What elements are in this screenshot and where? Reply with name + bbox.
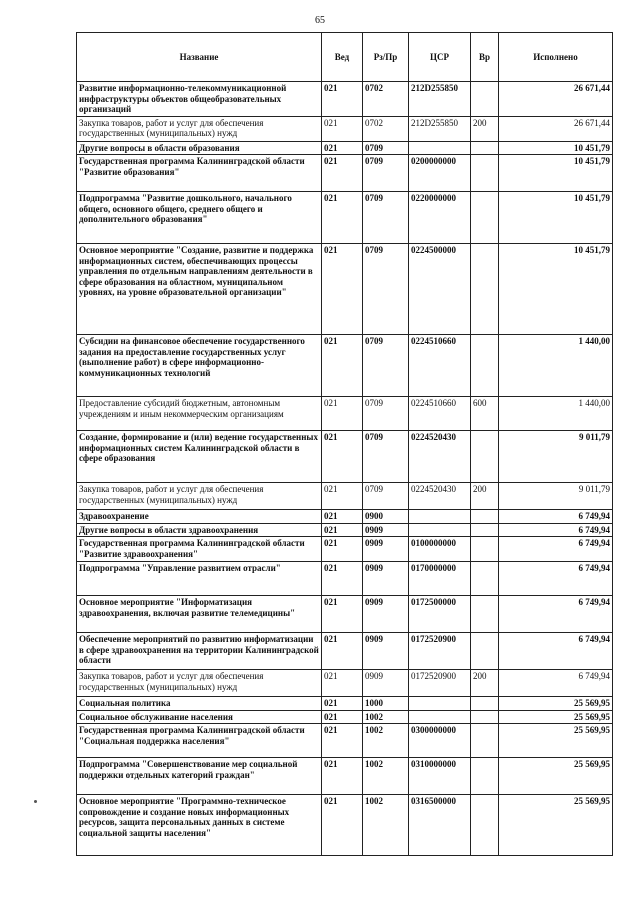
- cell-name: Основное мероприятие "Программно-техническое сопровождение и создание новых информационных ресурсов, защита персональных данных в системе социальной защиты населения": [77, 795, 322, 856]
- cell-rzpr: 1002: [363, 795, 409, 856]
- cell-name: Социальная политика: [77, 697, 322, 711]
- cell-sum: 10 451,79: [499, 155, 613, 192]
- cell-csr: [409, 710, 471, 724]
- cell-csr: 212D255850: [409, 82, 471, 117]
- cell-rzpr: 0909: [363, 562, 409, 596]
- cell-rzpr: 0909: [363, 537, 409, 562]
- cell-csr: 0310000000: [409, 758, 471, 795]
- cell-csr: 0224510660: [409, 335, 471, 397]
- cell-rzpr: 0709: [363, 483, 409, 510]
- cell-rzpr: 0909: [363, 670, 409, 697]
- cell-csr: 0224520430: [409, 431, 471, 483]
- table-row: [77, 670, 613, 697]
- cell-sum: 6 749,94: [499, 633, 613, 670]
- cell-csr: [409, 697, 471, 711]
- cell-name: Закупка товаров, работ и услуг для обеспечения государственных (муниципальных) нужд: [77, 483, 322, 510]
- cell-vr: [471, 537, 499, 562]
- cell-name: Предоставление субсидий бюджетным, автономным учреждениям и иным некоммерческим организациям: [77, 397, 322, 431]
- cell-name: Здравоохранение: [77, 510, 322, 524]
- header-vr: Вр: [471, 33, 499, 82]
- table-row: [77, 82, 613, 117]
- cell-vr: [471, 596, 499, 633]
- cell-sum: 1 440,00: [499, 335, 613, 397]
- cell-vr: 600: [471, 397, 499, 431]
- cell-rzpr: 0900: [363, 510, 409, 524]
- cell-name: Другие вопросы в области образования: [77, 141, 322, 155]
- table-row: [77, 562, 613, 596]
- cell-ved: 021: [322, 82, 363, 117]
- cell-csr: 212D255850: [409, 116, 471, 141]
- cell-ved: 021: [322, 510, 363, 524]
- cell-name: Государственная программа Калининградской области "Развитие образования": [77, 155, 322, 192]
- cell-rzpr: 0702: [363, 82, 409, 117]
- cell-sum: 10 451,79: [499, 244, 613, 335]
- cell-csr: 0300000000: [409, 724, 471, 758]
- cell-sum: 25 569,95: [499, 758, 613, 795]
- cell-ved: 021: [322, 523, 363, 537]
- cell-name: Закупка товаров, работ и услуг для обеспечения государственных (муниципальных) нужд: [77, 670, 322, 697]
- cell-vr: [471, 244, 499, 335]
- cell-sum: 10 451,79: [499, 141, 613, 155]
- cell-rzpr: 1002: [363, 710, 409, 724]
- table-row: [77, 710, 613, 724]
- cell-sum: 9 011,79: [499, 431, 613, 483]
- cell-sum: 6 749,94: [499, 510, 613, 524]
- cell-sum: 9 011,79: [499, 483, 613, 510]
- table-row: [77, 335, 613, 397]
- cell-vr: [471, 633, 499, 670]
- cell-sum: 6 749,94: [499, 596, 613, 633]
- cell-vr: [471, 431, 499, 483]
- cell-vr: 200: [471, 670, 499, 697]
- cell-rzpr: 0709: [363, 397, 409, 431]
- cell-name: Развитие информационно-телекоммуникационной инфраструктуры объектов общеобразовательных организаций: [77, 82, 322, 117]
- cell-name: Закупка товаров, работ и услуг для обеспечения государственных (муниципальных) нужд: [77, 116, 322, 141]
- cell-vr: [471, 795, 499, 856]
- cell-sum: 1 440,00: [499, 397, 613, 431]
- cell-name: Социальное обслуживание населения: [77, 710, 322, 724]
- cell-csr: 0220000000: [409, 192, 471, 244]
- cell-name: Подпрограмма "Совершенствование мер социальной поддержки отдельных категорий граждан": [77, 758, 322, 795]
- cell-ved: 021: [322, 244, 363, 335]
- cell-ved: 021: [322, 155, 363, 192]
- cell-ved: 021: [322, 192, 363, 244]
- cell-ved: 021: [322, 633, 363, 670]
- cell-name: Другие вопросы в области здравоохранения: [77, 523, 322, 537]
- page-number: 65: [315, 15, 325, 26]
- cell-ved: 021: [322, 670, 363, 697]
- cell-ved: 021: [322, 724, 363, 758]
- cell-ved: 021: [322, 116, 363, 141]
- table-row: [77, 431, 613, 483]
- cell-csr: 0316500000: [409, 795, 471, 856]
- cell-vr: [471, 697, 499, 711]
- cell-sum: 6 749,94: [499, 537, 613, 562]
- cell-name: Подпрограмма "Управление развитием отрасли": [77, 562, 322, 596]
- cell-sum: 25 569,95: [499, 795, 613, 856]
- cell-rzpr: 1000: [363, 697, 409, 711]
- cell-ved: 021: [322, 335, 363, 397]
- cell-vr: 200: [471, 483, 499, 510]
- cell-name: Основное мероприятие "Информатизация здравоохранения, включая развитие телемедицины": [77, 596, 322, 633]
- cell-csr: 0224520430: [409, 483, 471, 510]
- cell-sum: 6 749,94: [499, 523, 613, 537]
- cell-csr: [409, 510, 471, 524]
- cell-csr: 0200000000: [409, 155, 471, 192]
- table-row: [77, 244, 613, 335]
- cell-rzpr: 0709: [363, 155, 409, 192]
- cell-ved: 021: [322, 710, 363, 724]
- table-row: [77, 596, 613, 633]
- table-row: [77, 537, 613, 562]
- table-row: [77, 397, 613, 431]
- cell-name: Подпрограмма "Развитие дошкольного, начального общего, основного общего, среднего общего и дополнительного образования": [77, 192, 322, 244]
- cell-rzpr: 0709: [363, 192, 409, 244]
- cell-vr: [471, 724, 499, 758]
- cell-sum: 26 671,44: [499, 116, 613, 141]
- cell-rzpr: 0702: [363, 116, 409, 141]
- cell-ved: 021: [322, 795, 363, 856]
- cell-csr: 0100000000: [409, 537, 471, 562]
- cell-rzpr: 0909: [363, 523, 409, 537]
- cell-rzpr: 0709: [363, 335, 409, 397]
- header-rzpr: Рз/Пр: [363, 33, 409, 82]
- table-row: [77, 510, 613, 524]
- table-row: [77, 116, 613, 141]
- cell-name: Государственная программа Калининградской области "Социальная поддержка населения": [77, 724, 322, 758]
- cell-name: Государственная программа Калининградской области "Развитие здравоохранения": [77, 537, 322, 562]
- cell-rzpr: 0909: [363, 633, 409, 670]
- cell-vr: [471, 141, 499, 155]
- cell-csr: [409, 523, 471, 537]
- cell-ved: 021: [322, 596, 363, 633]
- cell-sum: 6 749,94: [499, 670, 613, 697]
- cell-ved: 021: [322, 141, 363, 155]
- cell-name: Обеспечение мероприятий по развитию информатизации в сфере здравоохранения на территории Калининградской области: [77, 633, 322, 670]
- cell-sum: 25 569,95: [499, 710, 613, 724]
- cell-sum: 25 569,95: [499, 697, 613, 711]
- cell-csr: 0224510660: [409, 397, 471, 431]
- table-row: [77, 192, 613, 244]
- cell-rzpr: 1002: [363, 724, 409, 758]
- cell-ved: 021: [322, 483, 363, 510]
- cell-name: Субсидии на финансовое обеспечение государственного задания на предоставление государственных услуг (выполнение работ) в сфере информационно-коммуникационных технологий: [77, 335, 322, 397]
- cell-rzpr: 0709: [363, 141, 409, 155]
- cell-name: Основное мероприятие "Создание, развитие и поддержка информационных систем, обеспечивающих процессы управления по отдельным направлениям деятельности в сфере образования на областном, муниципальном уровнях, на уровне образовательной организации": [77, 244, 322, 335]
- table-row: [77, 795, 613, 856]
- cell-ved: 021: [322, 697, 363, 711]
- header-ved: Вед: [322, 33, 363, 82]
- cell-csr: 0172520900: [409, 670, 471, 697]
- cell-vr: [471, 710, 499, 724]
- cell-csr: 0172500000: [409, 596, 471, 633]
- cell-sum: 6 749,94: [499, 562, 613, 596]
- table-header-row: [77, 33, 613, 82]
- cell-csr: [409, 141, 471, 155]
- cell-csr: 0170000000: [409, 562, 471, 596]
- table-row: [77, 141, 613, 155]
- cell-rzpr: 0709: [363, 431, 409, 483]
- table-row: [77, 483, 613, 510]
- cell-vr: [471, 82, 499, 117]
- cell-vr: [471, 155, 499, 192]
- cell-sum: 26 671,44: [499, 82, 613, 117]
- cell-csr: 0172520900: [409, 633, 471, 670]
- cell-vr: [471, 758, 499, 795]
- cell-ved: 021: [322, 562, 363, 596]
- cell-rzpr: 1002: [363, 758, 409, 795]
- scan-speck: [34, 800, 37, 803]
- table-row: [77, 155, 613, 192]
- cell-vr: 200: [471, 116, 499, 141]
- cell-name: Создание, формирование и (или) ведение государственных информационных систем Калининградской области в сфере образования: [77, 431, 322, 483]
- cell-vr: [471, 335, 499, 397]
- cell-vr: [471, 192, 499, 244]
- cell-rzpr: 0909: [363, 596, 409, 633]
- cell-sum: 25 569,95: [499, 724, 613, 758]
- table-row: [77, 633, 613, 670]
- cell-vr: [471, 562, 499, 596]
- table-row: [77, 724, 613, 758]
- header-sum: Исполнено: [499, 33, 613, 82]
- table-row: [77, 758, 613, 795]
- cell-ved: 021: [322, 431, 363, 483]
- cell-vr: [471, 523, 499, 537]
- budget-table: [76, 32, 613, 856]
- cell-ved: 021: [322, 758, 363, 795]
- cell-vr: [471, 510, 499, 524]
- cell-sum: 10 451,79: [499, 192, 613, 244]
- cell-rzpr: 0709: [363, 244, 409, 335]
- table-row: [77, 523, 613, 537]
- cell-csr: 0224500000: [409, 244, 471, 335]
- table-row: [77, 697, 613, 711]
- header-name: Название: [77, 33, 322, 82]
- cell-ved: 021: [322, 537, 363, 562]
- cell-ved: 021: [322, 397, 363, 431]
- header-csr: ЦСР: [409, 33, 471, 82]
